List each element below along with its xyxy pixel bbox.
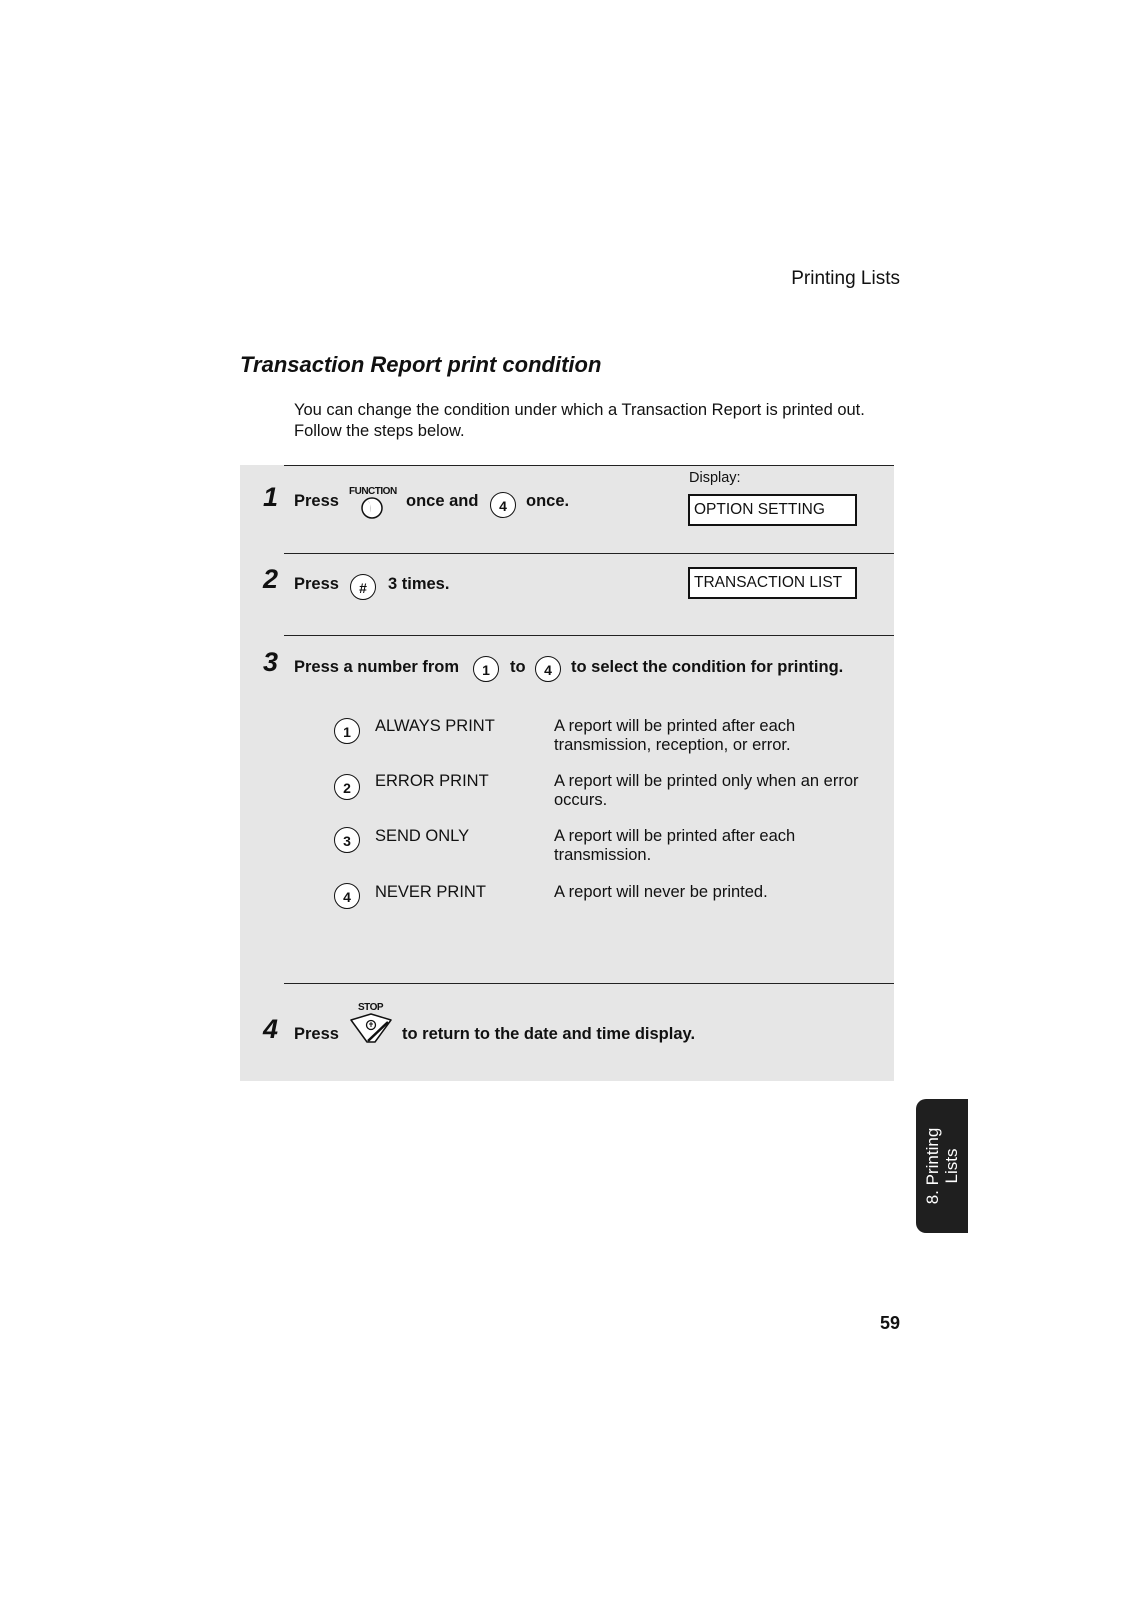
function-key-icon [359,496,389,520]
step-3-text-a: Press a number from [294,658,460,676]
step-1-end-text: once. [526,492,570,510]
option-1-description [554,717,894,755]
step-1-press: Press [294,492,339,510]
step-2-press: Press [294,575,339,593]
stop-key [348,1002,383,1013]
stop-key-icon [348,1012,394,1044]
step-4-number: 4 [263,1014,279,1044]
option-4-key: 4 [334,883,360,909]
display-transaction-list: TRANSACTION LIST [688,567,857,599]
display-option-setting: OPTION SETTING [688,494,857,526]
option-1-key: 1 [334,718,360,744]
stop-key-label: STOP [358,1002,384,1013]
option-1-desc-line2: transmission, reception, or error. [554,736,791,754]
intro-paragraph [294,400,865,442]
option-4-name: NEVER PRINT [375,883,486,901]
step-2-end-text: 3 times. [388,575,450,593]
step-3-text-c: to select the condition for printing. [571,658,844,676]
display-label: Display: [689,470,741,486]
option-3-description [554,827,894,865]
chapter-tab-label [923,1128,961,1205]
step-4-end-text: to return to the date and time display. [402,1025,696,1043]
section-title: Transaction Report print condition [240,352,602,377]
option-3-desc-line2: transmission. [554,846,652,864]
option-2-key: 2 [334,774,360,800]
key-4-button: 4 [490,492,516,518]
divider-step-2 [284,553,894,554]
option-1-name: ALWAYS PRINT [375,717,495,735]
option-2-name: ERROR PRINT [375,772,489,790]
step-3-number: 3 [263,647,279,677]
page-number: 59 [879,1313,900,1333]
key-4-button: 4 [535,656,561,682]
chapter-tab-line2: Lists [942,1148,961,1184]
option-3-key: 3 [334,827,360,853]
option-4-desc-line1: A report will never be printed. [554,883,768,901]
divider-step-4 [284,983,894,984]
option-2-desc-line2: occurs. [554,791,608,809]
option-4-description [554,883,894,902]
intro-line-1: You can change the condition under which a Transaction Report is printed out. [294,401,865,419]
running-head: Printing Lists [791,268,900,289]
key-1-button: 1 [473,656,499,682]
option-3-name: SEND ONLY [375,827,470,845]
chapter-tab [916,1099,968,1233]
step-4-press: Press [294,1025,339,1043]
step-1-mid-text: once and [406,492,479,510]
panel-top-rule [284,465,894,466]
option-1-desc-line1: A report will be printed after each [554,717,796,735]
intro-line-2: Follow the steps below. [294,422,465,440]
function-key-label: FUNCTION [349,486,397,497]
option-2-description [554,772,894,810]
chapter-tab-line1: 8. Printing [923,1127,942,1205]
option-3-desc-line1: A report will be printed after each [554,827,796,845]
function-key [349,486,397,497]
key-hash-button: # [350,574,376,600]
divider-step-3 [284,635,894,636]
step-1-number: 1 [263,482,279,512]
step-2-number: 2 [263,564,279,594]
step-3-text-b: to [510,658,526,676]
option-2-desc-line1: A report will be printed only when an error [554,772,859,790]
